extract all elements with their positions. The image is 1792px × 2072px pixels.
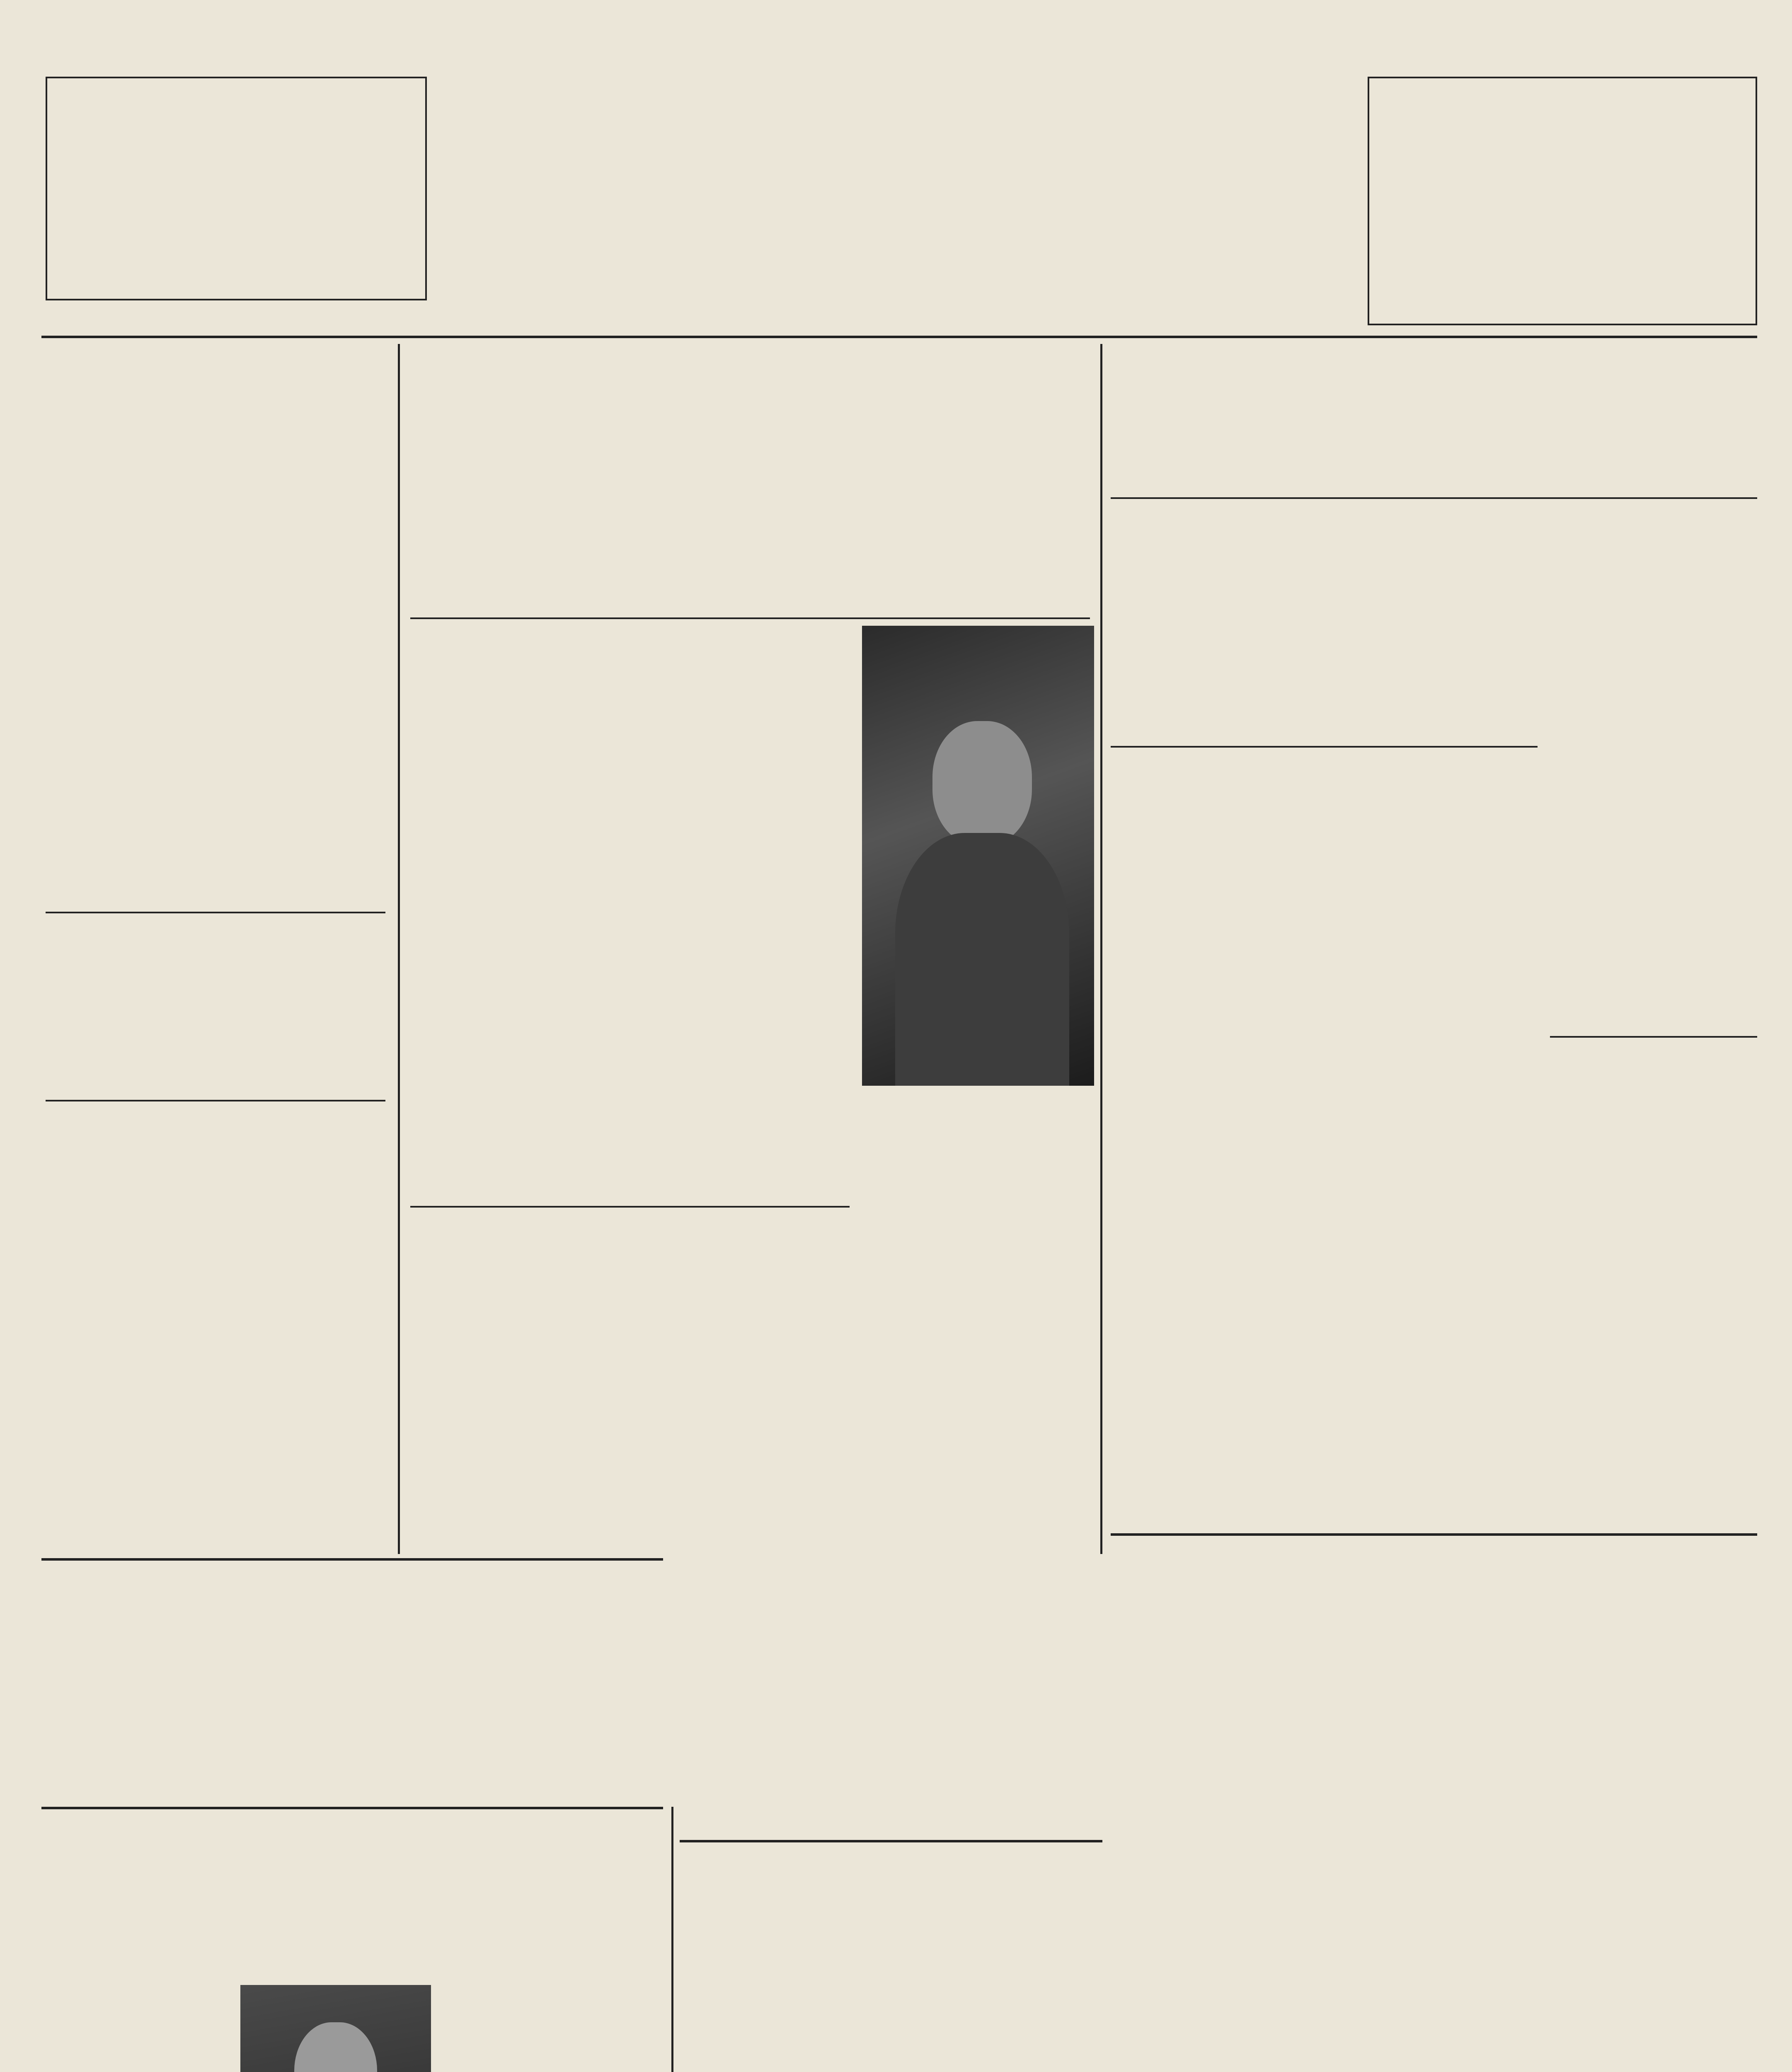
- serbia-col-4: [862, 1123, 1094, 1533]
- bosnia-article: [46, 1815, 663, 1823]
- masthead-rule: [41, 336, 1757, 338]
- serbia-article: [410, 344, 1090, 356]
- masthead-info-box: [46, 77, 427, 300]
- relay-article: [680, 1848, 1102, 1857]
- argentina-col-3: [1550, 1720, 1757, 2072]
- oas-article: [1111, 754, 1538, 762]
- principles-article: [410, 1214, 622, 1430]
- argentina-rule: [1111, 1533, 1757, 1536]
- serbia-col-2b: [634, 986, 850, 1193]
- ben-bella-rule: [1111, 497, 1757, 499]
- oas-rule: [1111, 746, 1538, 748]
- macedonia-body: [634, 1222, 850, 1438]
- bosnia-col-1: [46, 1981, 228, 2072]
- left-column: [46, 348, 385, 1234]
- serbia-deck-rule: [410, 617, 1090, 619]
- relay-rule: [680, 1840, 1102, 1842]
- argentina-col-2: [1330, 1720, 1538, 2010]
- macedonia-rule: [410, 1206, 850, 1208]
- principles-body: [410, 1222, 622, 1430]
- history-box: [1368, 77, 1757, 325]
- argentina-col-1: [1111, 1720, 1318, 2010]
- column-divider: [671, 1807, 673, 2072]
- popovic-body: [46, 1110, 385, 1234]
- oas-col-2: [1330, 941, 1538, 1492]
- oas-col-1: [1111, 941, 1318, 1492]
- serbia-col-2: [634, 626, 850, 937]
- djuricic-photo-figure: [294, 2022, 377, 2072]
- spain-rule: [1550, 1036, 1757, 1038]
- minic-photo-figure: [895, 833, 1069, 1086]
- serbia-col-1: [410, 626, 622, 937]
- spain-article: [1550, 1044, 1757, 1303]
- gromyko-body: [46, 1576, 663, 1784]
- argentina-article: [1111, 1542, 1757, 1550]
- tito-letter-body: [46, 356, 385, 895]
- gromyko-article: [46, 1566, 663, 1784]
- ben-bella-col-2: [1330, 506, 1538, 738]
- relay-col-1: [680, 1997, 812, 2072]
- relay-col-2: [825, 1997, 957, 2072]
- relay-col-3: [970, 1997, 1102, 2072]
- djuricic-photo: [240, 1985, 431, 2072]
- togliatti-body: [46, 922, 385, 1087]
- macedonia-article: [634, 1214, 850, 1442]
- column-divider: [1100, 344, 1102, 1554]
- gromyko-top-rule: [41, 1558, 663, 1561]
- ben-bella-article: [1111, 344, 1757, 354]
- minic-photo-figure: [932, 721, 1032, 845]
- bosnia-rule: [41, 1807, 663, 1809]
- ben-bella-col-3: [1550, 506, 1757, 1032]
- minic-photo: [862, 626, 1094, 1086]
- bosnia-col-2: [443, 1981, 663, 2072]
- spain-body: [1550, 1054, 1757, 1303]
- ben-bella-col-1: [1111, 506, 1318, 738]
- column-divider: [398, 344, 400, 1554]
